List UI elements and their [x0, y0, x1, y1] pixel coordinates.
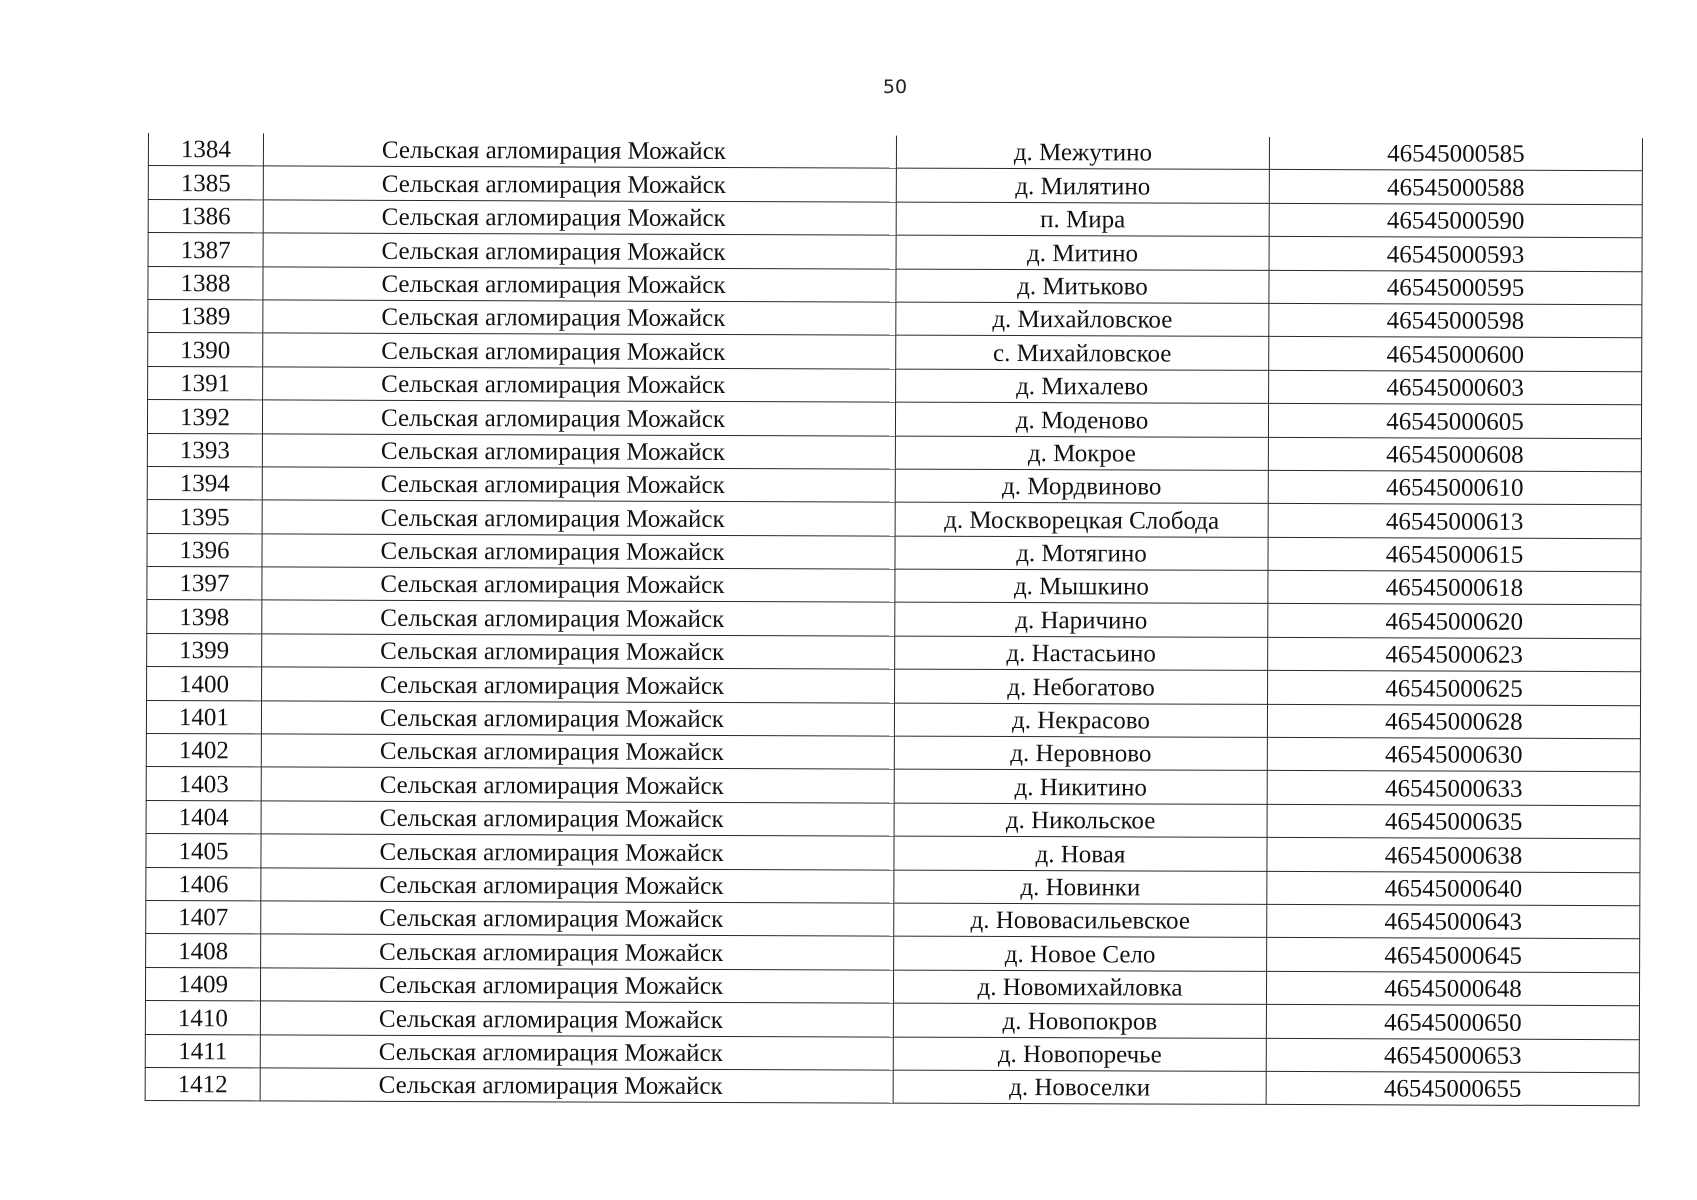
locality-cell-text: д. Михалево	[1016, 373, 1149, 401]
oktmo-code-cell-text: 46545000585	[1387, 140, 1525, 169]
agglomeration-cell	[262, 400, 895, 436]
table-row	[148, 266, 1642, 305]
agglomeration-cell-text: Сельская агломирация Можайск	[379, 938, 724, 967]
row-number-cell	[146, 867, 261, 901]
agglomeration-cell-text: Сельская агломирация Можайск	[379, 905, 724, 934]
locality-cell-text: д. Мышкино	[1013, 573, 1149, 601]
table-body	[145, 133, 1642, 1106]
table-row	[147, 667, 1641, 706]
oktmo-code-cell-text: 46545000650	[1384, 1008, 1522, 1037]
table-row	[148, 333, 1642, 372]
locality-cell	[894, 836, 1267, 871]
agglomeration-cell-text: Сельская агломирация Можайск	[381, 337, 726, 366]
row-number-cell-text: 1405	[178, 837, 229, 865]
agglomeration-cell-text: Сельская агломирация Можайск	[380, 671, 725, 700]
agglomeration-cell	[263, 333, 896, 369]
row-number-cell	[146, 734, 261, 768]
agglomeration-cell	[263, 300, 896, 336]
locality-cell-text: д. Новое Село	[1004, 940, 1156, 969]
table-row	[146, 867, 1640, 906]
agglomeration-cell-text: Сельская агломирация Можайск	[380, 404, 726, 433]
table-row	[146, 700, 1640, 739]
row-number-cell	[147, 567, 262, 601]
locality-cell-text: д. Митьково	[1017, 272, 1148, 301]
row-number-cell	[148, 266, 263, 300]
locality-cell	[894, 703, 1267, 738]
localities-table	[145, 133, 1643, 1107]
agglomeration-cell-text: Сельская агломирация Можайск	[381, 237, 726, 266]
oktmo-code-cell	[1267, 737, 1640, 772]
locality-cell	[895, 536, 1268, 571]
oktmo-code-cell-text: 46545000618	[1385, 574, 1524, 603]
row-number-cell	[145, 1001, 260, 1035]
agglomeration-cell	[260, 1034, 893, 1070]
agglomeration-cell	[263, 233, 896, 269]
table-row	[145, 1067, 1639, 1106]
oktmo-code-cell	[1268, 570, 1641, 605]
oktmo-code-cell	[1267, 838, 1640, 873]
locality-cell	[895, 636, 1268, 671]
oktmo-code-cell-text: 46545000613	[1385, 508, 1524, 536]
oktmo-code-cell-text: 46545000625	[1385, 674, 1523, 703]
table-row	[148, 233, 1642, 272]
oktmo-code-cell-text: 46545000603	[1386, 374, 1524, 402]
agglomeration-cell	[262, 600, 895, 636]
locality-cell	[896, 202, 1269, 237]
row-number-cell-text: 1384	[180, 136, 231, 164]
row-number-cell-text: 1397	[179, 570, 230, 598]
locality-cell	[893, 1070, 1266, 1105]
oktmo-code-cell-text: 46545000610	[1385, 474, 1524, 503]
row-number-cell-text: 1388	[180, 270, 231, 298]
locality-cell	[896, 136, 1269, 170]
locality-cell-text: д. Новопокров	[1002, 1007, 1158, 1036]
row-number-cell-text: 1396	[179, 537, 230, 565]
locality-cell-text: д. Некрасово	[1011, 707, 1150, 735]
oktmo-code-cell	[1267, 904, 1640, 939]
row-number-cell-text: 1406	[178, 871, 229, 899]
agglomeration-cell	[262, 433, 895, 469]
row-number-cell-text: 1411	[178, 1038, 228, 1066]
oktmo-code-cell-text: 46545000615	[1385, 541, 1524, 569]
agglomeration-cell	[262, 567, 895, 603]
oktmo-code-cell-text: 46545000648	[1384, 975, 1522, 1003]
locality-cell	[893, 1003, 1266, 1038]
locality-cell-text: д. Милятино	[1015, 172, 1151, 201]
oktmo-code-cell-text: 46545000590	[1386, 207, 1525, 235]
table-row	[145, 1034, 1639, 1073]
table-row	[146, 934, 1640, 973]
agglomeration-cell-text: Сельская агломирация Можайск	[380, 638, 725, 667]
oktmo-code-cell	[1266, 1005, 1639, 1040]
row-number-cell	[145, 967, 260, 1001]
table-row	[147, 433, 1641, 472]
locality-cell	[893, 1037, 1266, 1072]
row-number-cell	[145, 1034, 260, 1068]
agglomeration-cell	[262, 667, 895, 703]
row-number-cell-text: 1389	[180, 303, 231, 331]
row-number-cell	[146, 900, 261, 934]
agglomeration-cell-text: Сельская агломирация Можайск	[381, 304, 726, 333]
locality-cell-text: д. Новая	[1035, 840, 1126, 869]
row-number-cell	[148, 166, 263, 200]
locality-cell	[895, 603, 1268, 638]
agglomeration-cell-text: Сельская агломирация Можайск	[379, 738, 724, 767]
oktmo-code-cell	[1269, 137, 1642, 171]
agglomeration-cell	[262, 500, 895, 536]
locality-cell	[894, 870, 1267, 905]
row-number-cell	[146, 700, 261, 734]
locality-cell-text: д. Межутино	[1013, 139, 1153, 167]
row-number-cell-text: 1390	[180, 336, 231, 365]
agglomeration-cell-text: Сельская агломирация Можайск	[380, 437, 725, 466]
oktmo-code-cell-text: 46545000645	[1384, 942, 1522, 970]
row-number-cell-text: 1409	[177, 971, 229, 999]
table-row	[148, 199, 1642, 238]
oktmo-code-cell-text: 46545000628	[1385, 708, 1523, 736]
row-number-cell-text: 1385	[180, 169, 231, 198]
locality-cell-text: д. Михайловское	[992, 306, 1173, 334]
row-number-cell	[148, 199, 263, 233]
locality-cell	[896, 335, 1269, 370]
oktmo-code-cell-text: 46545000655	[1383, 1075, 1522, 1104]
row-number-cell	[146, 800, 261, 834]
oktmo-code-cell	[1268, 637, 1641, 672]
oktmo-code-cell	[1269, 170, 1642, 205]
agglomeration-cell-text: Сельская агломирация Можайск	[379, 704, 725, 734]
agglomeration-cell	[260, 1068, 893, 1104]
agglomeration-cell-text: Сельская агломирация Можайск	[379, 871, 724, 900]
row-number-cell	[147, 466, 262, 500]
row-number-cell-text: 1393	[179, 437, 230, 465]
locality-cell-text: д. Настасьино	[1006, 640, 1157, 668]
row-number-cell	[147, 633, 262, 667]
row-number-cell	[148, 299, 263, 333]
agglomeration-cell-text: Сельская агломирация Можайск	[380, 471, 725, 500]
oktmo-code-cell-text: 46545000593	[1386, 240, 1525, 269]
oktmo-code-cell	[1266, 1071, 1639, 1106]
table-row	[146, 734, 1640, 773]
oktmo-code-cell	[1269, 203, 1642, 238]
row-number-cell-text: 1408	[178, 937, 229, 966]
oktmo-code-cell-text: 46545000643	[1384, 908, 1523, 937]
oktmo-code-cell	[1266, 1038, 1639, 1073]
table-row	[148, 366, 1642, 405]
row-number-cell-text: 1395	[179, 503, 230, 531]
agglomeration-cell	[263, 166, 896, 202]
table-row	[147, 533, 1641, 572]
agglomeration-cell-text: Сельская агломирация Можайск	[378, 1005, 723, 1034]
agglomeration-cell-text: Сельская агломирация Можайск	[380, 504, 725, 533]
locality-cell-text: д. Мотягино	[1016, 540, 1147, 568]
agglomeration-cell	[261, 867, 894, 903]
agglomeration-cell	[263, 133, 896, 168]
agglomeration-cell	[261, 934, 894, 970]
row-number-cell-text: 1404	[178, 804, 229, 832]
locality-cell	[894, 936, 1267, 971]
locality-cell	[896, 235, 1269, 270]
agglomeration-cell-text: Сельская агломирация Можайск	[381, 203, 726, 233]
locality-cell	[894, 736, 1267, 771]
agglomeration-cell	[262, 534, 895, 570]
oktmo-code-cell-text: 46545000638	[1384, 841, 1523, 870]
agglomeration-cell-text: Сельская агломирация Можайск	[381, 370, 726, 400]
row-number-cell-text: 1386	[180, 203, 231, 231]
row-number-cell-text: 1394	[179, 470, 230, 498]
table-row	[146, 834, 1640, 873]
row-number-cell	[146, 934, 261, 968]
oktmo-code-cell	[1268, 604, 1641, 639]
row-number-cell	[148, 366, 263, 400]
oktmo-code-cell	[1269, 303, 1642, 338]
table-row	[147, 400, 1641, 439]
locality-cell-text: д. Митино	[1027, 239, 1139, 268]
row-number-cell-text: 1412	[177, 1071, 228, 1099]
locality-cell	[896, 302, 1269, 337]
page-number: 50	[882, 76, 908, 98]
locality-cell	[896, 169, 1269, 204]
row-number-cell	[147, 667, 262, 701]
locality-cell-text: д. Москворецкая Слобода	[944, 506, 1220, 535]
oktmo-code-cell	[1268, 404, 1641, 439]
row-number-cell	[147, 533, 262, 567]
locality-cell-text: д. Новомихайловка	[977, 974, 1183, 1002]
table-row	[146, 800, 1640, 839]
locality-cell-text: д. Новинки	[1020, 874, 1141, 902]
locality-cell-text: д. Новоселки	[1009, 1074, 1151, 1102]
locality-cell-text: п. Мира	[1040, 206, 1126, 234]
oktmo-code-cell	[1268, 537, 1641, 572]
row-number-cell-text: 1387	[180, 236, 231, 264]
agglomeration-cell	[260, 968, 893, 1004]
row-number-cell	[146, 834, 261, 868]
locality-cell	[895, 469, 1268, 504]
row-number-cell-text: 1398	[179, 603, 230, 632]
agglomeration-cell-text: Сельская агломирация Можайск	[379, 805, 724, 834]
locality-cell	[895, 502, 1268, 537]
locality-cell	[896, 269, 1269, 304]
locality-cell-text: д. Моденово	[1015, 406, 1149, 435]
agglomeration-cell	[261, 767, 894, 803]
row-number-cell	[147, 433, 262, 467]
oktmo-code-cell-text: 46545000640	[1384, 875, 1523, 903]
agglomeration-cell	[262, 467, 895, 503]
table-row	[146, 767, 1640, 806]
row-number-cell	[147, 600, 262, 634]
oktmo-code-cell-text: 46545000605	[1386, 407, 1524, 436]
table-row	[147, 600, 1641, 639]
oktmo-code-cell-text: 46545000595	[1386, 274, 1525, 302]
row-number-cell	[148, 133, 263, 166]
table-row	[145, 967, 1639, 1006]
oktmo-code-cell-text: 46545000620	[1385, 608, 1524, 636]
agglomeration-cell-text: Сельская агломирация Можайск	[381, 170, 726, 199]
locality-cell-text: д. Никольское	[1005, 807, 1156, 835]
oktmo-code-cell	[1269, 370, 1642, 405]
table-row	[147, 500, 1641, 539]
locality-cell	[894, 903, 1267, 938]
row-number-cell	[145, 1067, 260, 1101]
table-row	[147, 633, 1641, 672]
locality-cell-text: д. Небогатово	[1007, 673, 1155, 702]
oktmo-code-cell-text: 46545000633	[1384, 775, 1523, 803]
agglomeration-cell	[263, 266, 896, 302]
locality-cell-text: д. Новопоречье	[997, 1040, 1162, 1069]
table-row	[148, 166, 1642, 205]
agglomeration-cell-text: Сельская агломирация Можайск	[378, 1038, 723, 1067]
agglomeration-cell	[261, 901, 894, 937]
oktmo-code-cell	[1267, 804, 1640, 839]
locality-cell	[893, 970, 1266, 1005]
table-row	[147, 466, 1641, 505]
locality-cell	[894, 803, 1267, 838]
locality-cell-text: д. Наричино	[1015, 606, 1148, 635]
locality-cell	[895, 436, 1268, 471]
agglomeration-cell-text: Сельская агломирация Можайск	[379, 838, 724, 867]
agglomeration-cell-text: Сельская агломирация Можайск	[378, 971, 724, 1001]
agglomeration-cell	[261, 801, 894, 837]
row-number-cell	[146, 767, 261, 801]
oktmo-code-cell-text: 46545000588	[1387, 174, 1525, 202]
row-number-cell-text: 1407	[178, 904, 229, 932]
agglomeration-cell-text: Сельская агломирация Можайск	[380, 571, 725, 600]
row-number-cell-text: 1402	[178, 737, 229, 765]
table-row	[147, 567, 1641, 606]
row-number-cell-text: 1391	[180, 370, 231, 398]
oktmo-code-cell	[1267, 704, 1640, 739]
agglomeration-cell	[263, 200, 896, 236]
row-number-cell	[147, 400, 262, 434]
agglomeration-cell	[263, 367, 896, 403]
agglomeration-cell-text: Сельская агломирация Можайск	[381, 270, 726, 299]
oktmo-code-cell-text: 46545000608	[1386, 441, 1524, 469]
row-number-cell	[147, 500, 262, 534]
agglomeration-cell	[261, 734, 894, 770]
agglomeration-cell	[261, 701, 894, 737]
table-row	[145, 1001, 1639, 1040]
agglomeration-cell-text: Сельская агломирация Можайск	[380, 537, 725, 567]
locality-cell-text: с. Михайловское	[993, 339, 1172, 368]
locality-cell	[895, 669, 1268, 704]
agglomeration-cell-text: Сельская агломирация Можайск	[381, 137, 727, 166]
oktmo-code-cell	[1267, 771, 1640, 806]
locality-cell-text: д. Неровново	[1010, 740, 1152, 768]
row-number-cell-text: 1392	[179, 403, 231, 431]
locality-cell-text: д. Мордвиново	[1002, 473, 1162, 501]
oktmo-code-cell-text: 46545000653	[1383, 1042, 1522, 1070]
oktmo-code-cell	[1268, 470, 1641, 505]
oktmo-code-cell	[1269, 237, 1642, 272]
oktmo-code-cell	[1269, 270, 1642, 305]
agglomeration-cell	[262, 634, 895, 670]
oktmo-code-cell	[1266, 971, 1639, 1006]
oktmo-code-cell	[1267, 938, 1640, 973]
agglomeration-cell	[260, 1001, 893, 1037]
row-number-cell-text: 1410	[177, 1004, 228, 1032]
locality-cell-text: д. Нововасильевское	[970, 907, 1191, 936]
oktmo-code-cell-text: 46545000598	[1386, 307, 1525, 336]
row-number-cell-text: 1399	[179, 637, 230, 665]
locality-cell	[895, 569, 1268, 604]
oktmo-code-cell	[1268, 437, 1641, 472]
oktmo-code-cell-text: 46545000630	[1385, 741, 1523, 770]
row-number-cell	[148, 233, 263, 267]
agglomeration-cell	[261, 834, 894, 870]
locality-cell-text: д. Мокрое	[1027, 439, 1136, 468]
oktmo-code-cell	[1267, 871, 1640, 906]
row-number-cell-text: 1400	[179, 670, 230, 698]
locality-cell	[896, 369, 1269, 404]
agglomeration-cell-text: Сельская агломирация Можайск	[380, 604, 725, 633]
oktmo-code-cell	[1269, 337, 1642, 372]
row-number-cell	[148, 333, 263, 367]
oktmo-code-cell	[1268, 671, 1641, 706]
table-row	[148, 133, 1642, 171]
oktmo-code-cell	[1268, 504, 1641, 539]
row-number-cell-text: 1401	[178, 704, 230, 732]
locality-cell	[895, 402, 1268, 437]
agglomeration-cell-text: Сельская агломирация Можайск	[378, 1072, 723, 1101]
oktmo-code-cell-text: 46545000623	[1385, 641, 1523, 670]
table-row	[146, 900, 1640, 939]
row-number-cell-text: 1403	[178, 770, 229, 799]
oktmo-code-cell-text: 46545000635	[1384, 808, 1523, 837]
table-row	[148, 299, 1642, 338]
agglomeration-cell-text: Сельская агломирация Можайск	[379, 771, 724, 800]
oktmo-code-cell-text: 46545000600	[1386, 341, 1525, 369]
locality-cell-text: д. Никитино	[1014, 773, 1147, 802]
locality-cell	[894, 770, 1267, 805]
